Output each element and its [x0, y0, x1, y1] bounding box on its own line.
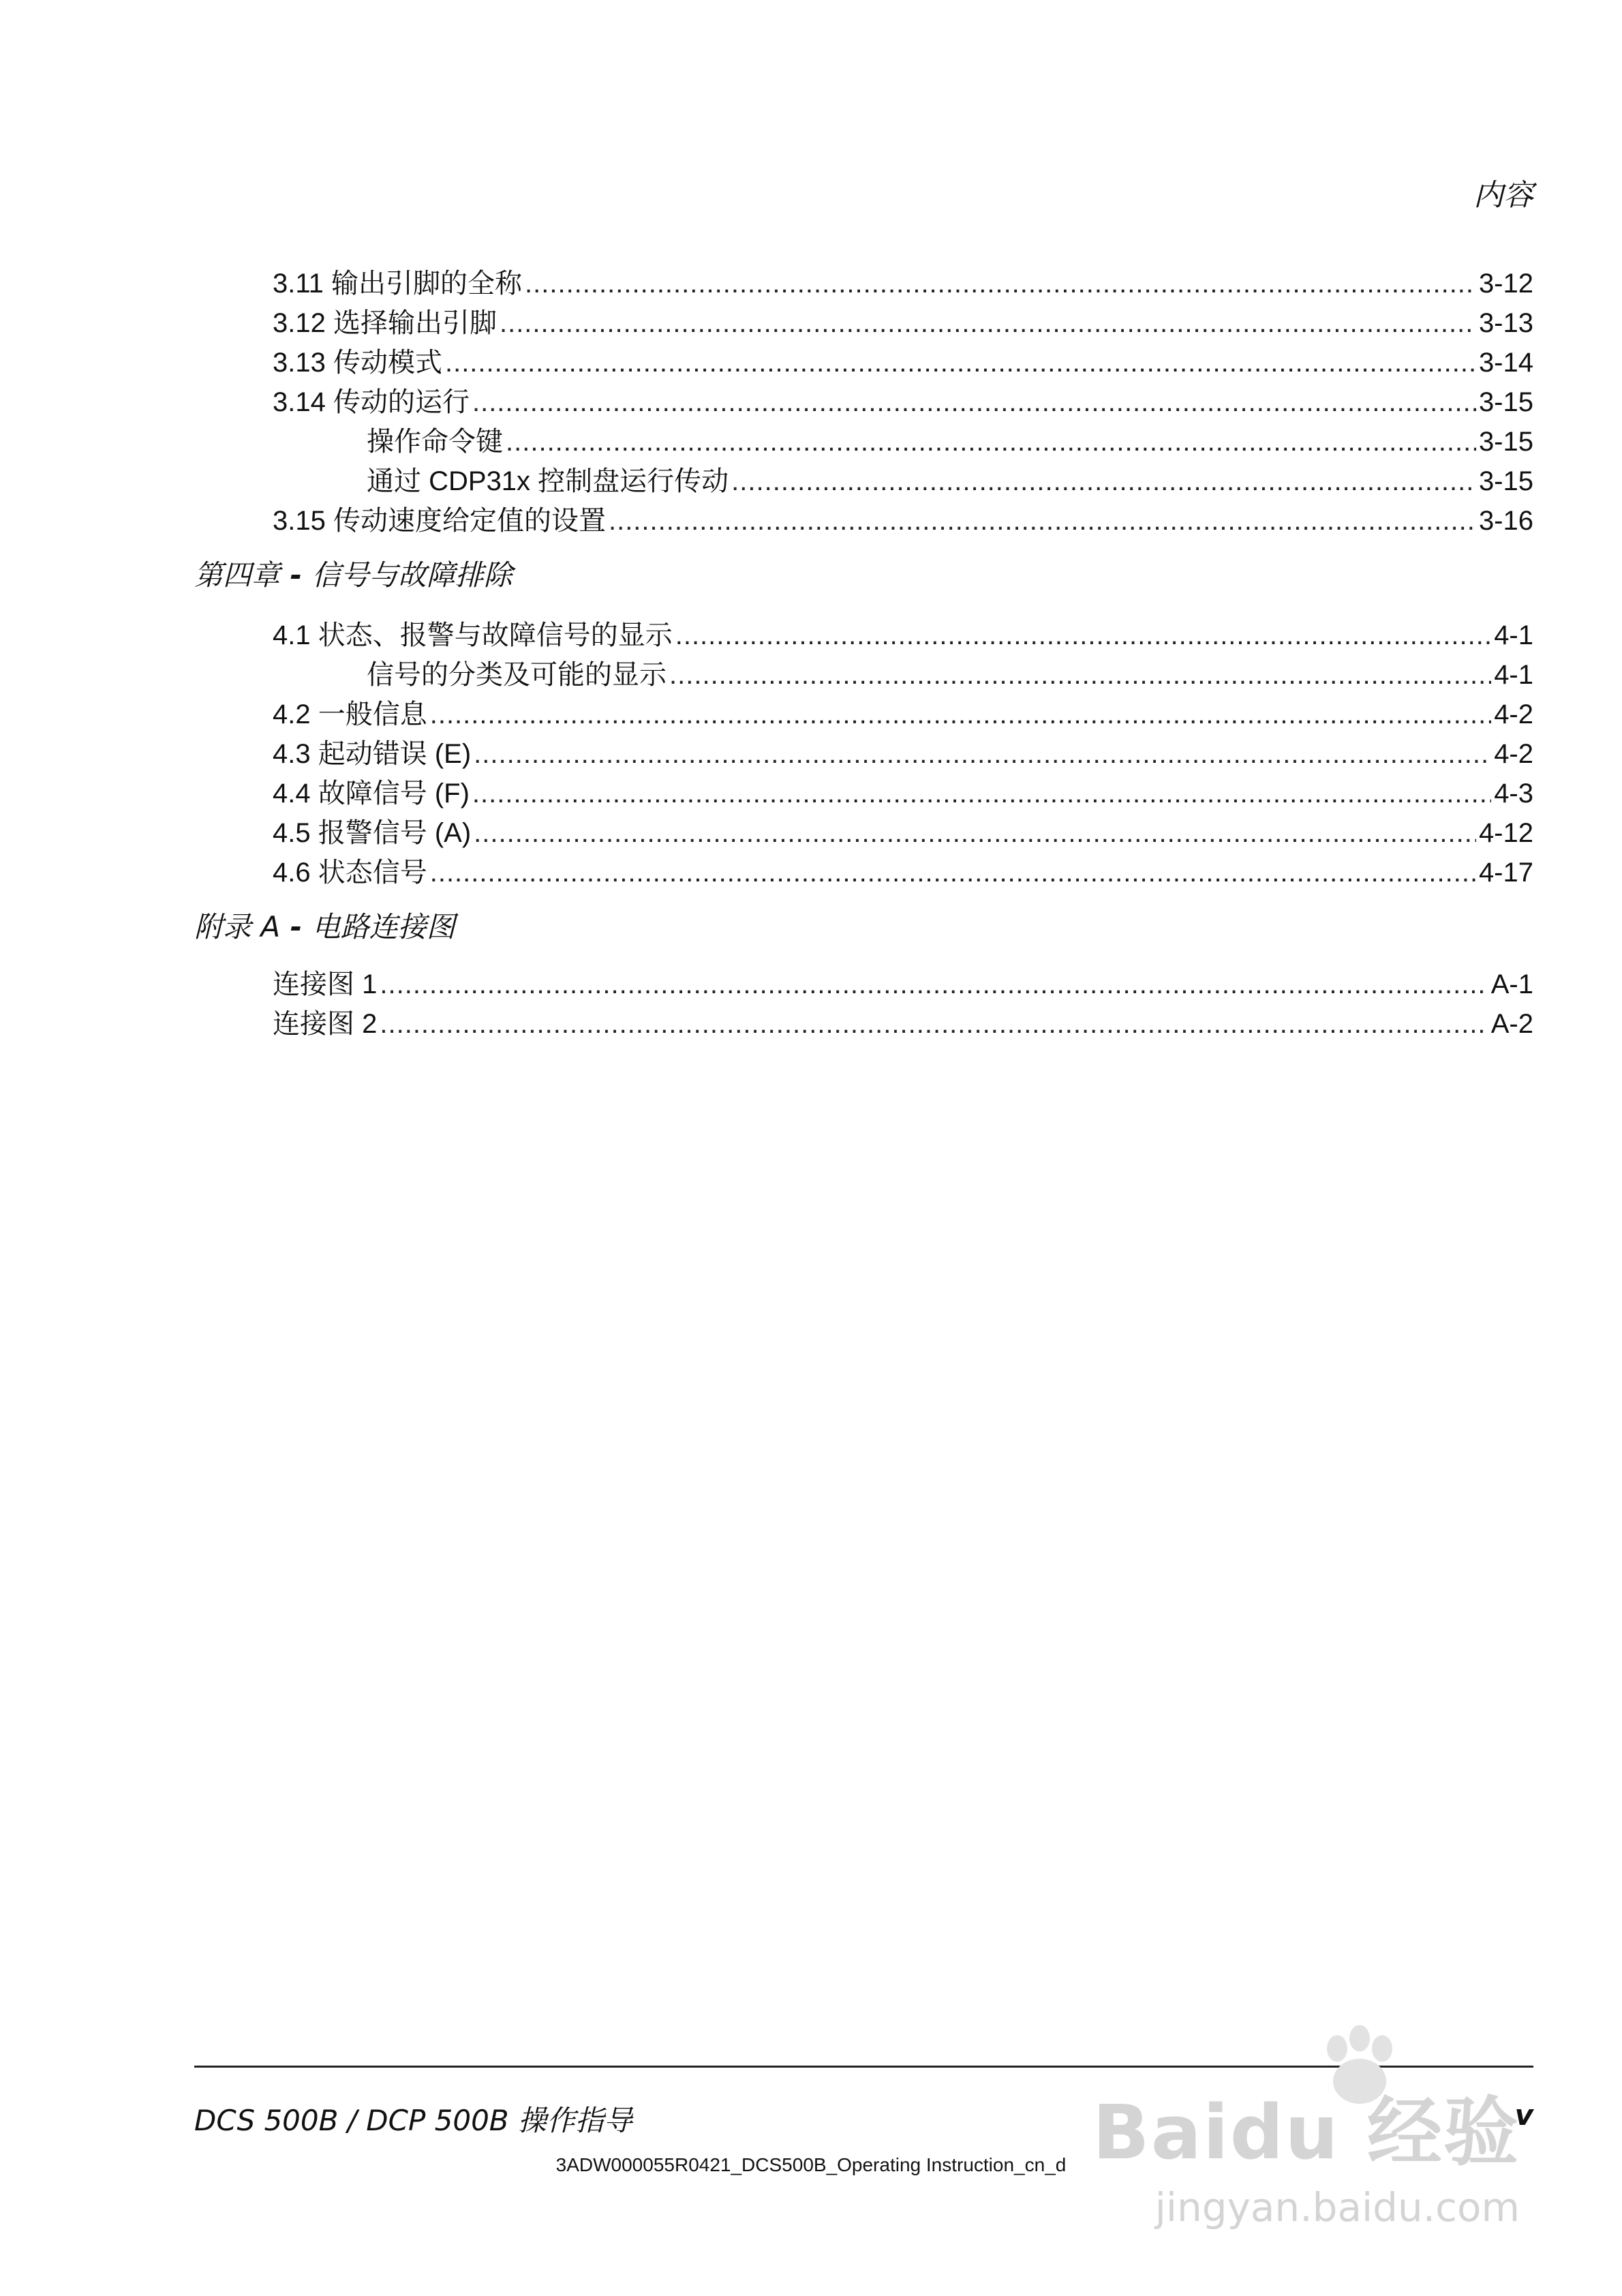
- toc-leader-dots: [609, 503, 1476, 539]
- toc-leader-dots: [500, 305, 1476, 341]
- toc-leader-dots: [506, 424, 1476, 459]
- toc-leader-dots: [472, 776, 1491, 811]
- toc-entry-label: 4.6 状态信号: [273, 858, 427, 888]
- toc-entry-label: 通过 CDP31x 控制盘运行传动: [367, 466, 729, 496]
- toc-entry-label: 信号的分类及可能的显示: [367, 660, 667, 690]
- chapter-title: 信号与故障排除: [311, 558, 512, 592]
- toc-entry-label: 4.4 故障信号 (F): [273, 779, 470, 809]
- toc-subentry[interactable]: [367, 657, 1533, 693]
- chapter-prefix: 第四章: [194, 558, 281, 592]
- toc-leader-dots: [380, 1006, 1488, 1042]
- chapter-heading[interactable]: [194, 556, 512, 594]
- header-section-title: 内容: [1473, 178, 1533, 213]
- toc-entry[interactable]: [273, 384, 1533, 420]
- appendix-prefix: 附录 A: [194, 910, 281, 943]
- toc-entry-page: 4-17: [1478, 858, 1533, 888]
- toc-leader-dots: [669, 657, 1491, 693]
- toc-subentry[interactable]: [367, 464, 1533, 499]
- toc-entry-page: 4-1: [1494, 660, 1533, 690]
- toc-entry[interactable]: [273, 618, 1533, 653]
- toc-entry-label: 3.11 输出引脚的全称: [273, 269, 522, 299]
- toc-leader-dots: [380, 967, 1488, 1002]
- watermark: [1092, 2072, 1520, 2231]
- toc-entry-page: 3-15: [1478, 466, 1533, 496]
- toc-leader-dots: [474, 736, 1491, 772]
- toc-entry-page: 3-12: [1478, 269, 1533, 299]
- toc-entry-label: 操作命令键: [367, 427, 503, 457]
- toc-entry-label: 3.15 传动速度给定值的设置: [273, 506, 606, 536]
- toc-leader-dots: [445, 345, 1476, 380]
- toc-leader-dots: [430, 697, 1491, 732]
- toc-entry-page: 3-13: [1478, 308, 1533, 338]
- toc-entry[interactable]: [273, 1006, 1533, 1042]
- toc-entry[interactable]: [273, 967, 1533, 1002]
- toc-leader-dots: [430, 855, 1476, 890]
- toc-entry-label: 连接图 1: [273, 969, 378, 999]
- toc-entry-page: 4-12: [1478, 818, 1533, 848]
- watermark-url: jingyan.baidu.com: [1154, 2184, 1520, 2231]
- toc-entry-page: 4-2: [1494, 699, 1533, 729]
- toc-entry[interactable]: [273, 503, 1533, 539]
- appendix-heading[interactable]: [194, 908, 455, 946]
- toc-entry-page: 3-14: [1478, 348, 1533, 378]
- toc-entry-label: 4.1 状态、报警与故障信号的显示: [273, 620, 673, 650]
- toc-entry[interactable]: [273, 855, 1533, 890]
- toc-entry[interactable]: [273, 345, 1533, 380]
- toc-entry-label: 3.12 选择输出引脚: [273, 308, 497, 338]
- toc-entry[interactable]: [273, 305, 1533, 341]
- appendix-dash: -: [280, 910, 312, 943]
- toc-entry-page: 3-16: [1478, 506, 1533, 536]
- toc-entry[interactable]: [273, 776, 1533, 811]
- footer-document-id: 3ADW000055R0421_DCS500B_Operating Instruction_cn_d: [555, 2154, 1067, 2175]
- toc-leader-dots: [731, 464, 1476, 499]
- toc-leader-dots: [675, 618, 1491, 653]
- toc-leader-dots: [525, 266, 1476, 301]
- toc-entry[interactable]: [273, 736, 1533, 772]
- toc-entry-page: A-2: [1490, 1009, 1533, 1039]
- toc-leader-dots: [474, 815, 1476, 851]
- toc-subentry[interactable]: [367, 424, 1533, 459]
- toc-entry-label: 3.13 传动模式: [273, 348, 442, 378]
- toc-entry-page: 4-1: [1494, 620, 1533, 650]
- toc-entry-page: 4-2: [1494, 739, 1533, 769]
- toc-entry-page: 3-15: [1478, 427, 1533, 457]
- appendix-title: 电路连接图: [311, 910, 455, 943]
- toc-entry-label: 4.2 一般信息: [273, 699, 427, 729]
- toc-entry[interactable]: [273, 266, 1533, 301]
- toc-entry[interactable]: [273, 815, 1533, 851]
- toc-entry-label: 4.5 报警信号 (A): [273, 818, 472, 848]
- footer-document-title: DCS 500B / DCP 500B 操作指导: [194, 2104, 632, 2137]
- watermark-brand: Baidu 经验: [1092, 2089, 1520, 2176]
- footer-page-number: v: [1514, 2098, 1533, 2132]
- toc-entry-label: 连接图 2: [273, 1009, 378, 1039]
- chapter-dash: -: [280, 558, 312, 592]
- toc-entry-page: 3-15: [1478, 387, 1533, 417]
- toc-entry-page: A-1: [1490, 969, 1533, 999]
- toc-entry-label: 3.14 传动的运行: [273, 387, 470, 417]
- toc-entry[interactable]: [273, 697, 1533, 732]
- toc-entry-label: 4.3 起动错误 (E): [273, 739, 472, 769]
- toc-leader-dots: [472, 384, 1476, 420]
- toc-entry-page: 4-3: [1494, 779, 1533, 809]
